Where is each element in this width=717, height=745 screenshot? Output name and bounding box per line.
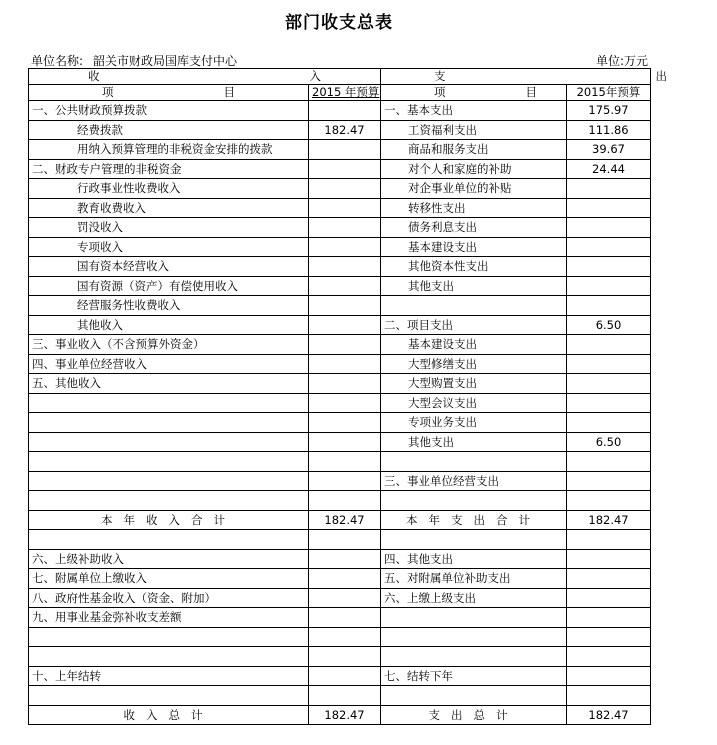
income-item-cell — [29, 393, 309, 413]
income-budget-cell — [309, 471, 381, 491]
income-budget-cell — [309, 101, 381, 121]
expense-item-cell — [381, 647, 567, 667]
income-item-cell: 专项收入 — [29, 237, 309, 257]
income-item-cell: 经费拨款 — [29, 120, 309, 140]
expense-budget-cell — [567, 413, 651, 433]
expense-item-cell — [381, 491, 567, 511]
income-item-cell — [29, 530, 309, 550]
income-budget-cell — [309, 452, 381, 472]
unit-name-value: 韶关市财政局国库支付中心 — [93, 54, 238, 68]
income-budget-cell — [309, 198, 381, 218]
income-budget-cell: 182.47 — [309, 705, 381, 725]
income-item-cell: 国有资本经营收入 — [29, 257, 309, 277]
income-item-cell: 五、其他收入 — [29, 374, 309, 394]
unit-name-label: 单位名称: — [31, 54, 84, 68]
table-row — [29, 549, 651, 569]
expense-budget-cell — [567, 198, 651, 218]
income-item-cell: 经营服务性收费收入 — [29, 296, 309, 316]
item-header-right-b: 目 — [525, 85, 537, 99]
table-row — [29, 354, 651, 374]
income-item-cell: 教育收费收入 — [29, 198, 309, 218]
table-row — [29, 393, 651, 413]
expense-budget-cell — [567, 257, 651, 277]
income-item-cell: 一、公共财政预算拨款 — [29, 101, 309, 121]
expense-budget-cell — [567, 374, 651, 394]
income-item-cell: 行政事业性收费收入 — [29, 179, 309, 199]
income-budget-cell — [309, 413, 381, 433]
expense-budget-cell — [567, 647, 651, 667]
income-budget-cell — [309, 432, 381, 452]
table-row — [29, 452, 651, 472]
expense-item-cell: 其他支出 — [381, 276, 567, 296]
table-row — [29, 218, 651, 238]
expense-item-cell: 对企事业单位的补贴 — [381, 179, 567, 199]
expense-item-cell: 对个人和家庭的补助 — [381, 159, 567, 179]
income-budget-cell: 182.47 — [309, 120, 381, 140]
table-row — [29, 666, 651, 686]
income-item-cell — [29, 413, 309, 433]
income-item-cell: 六、上级补助收入 — [29, 549, 309, 569]
table-row — [29, 471, 651, 491]
expense-budget-cell — [567, 335, 651, 355]
expense-budget-cell — [567, 179, 651, 199]
expense-budget-cell — [567, 569, 651, 589]
income-budget-cell — [309, 179, 381, 199]
expense-budget-cell — [567, 549, 651, 569]
income-item-cell: 八、政府性基金收入（资金、附加） — [29, 588, 309, 608]
item-header-left-b: 目 — [223, 85, 235, 99]
income-budget-cell — [309, 588, 381, 608]
expense-item-cell: 一、基本支出 — [381, 101, 567, 121]
income-item-cell — [29, 647, 309, 667]
income-item-cell: 七、附属单位上缴收入 — [29, 569, 309, 589]
income-budget-cell — [309, 374, 381, 394]
table-row — [29, 315, 651, 335]
expense-budget-cell — [567, 588, 651, 608]
expense-item-cell: 大型购置支出 — [381, 374, 567, 394]
income-item-cell — [29, 432, 309, 452]
expense-item-cell — [381, 530, 567, 550]
unit-label: 单位:万元 — [595, 54, 648, 68]
expense-budget-cell: 182.47 — [567, 705, 651, 725]
income-budget-cell — [309, 686, 381, 706]
expense-item-cell: 基本建设支出 — [381, 237, 567, 257]
expense-item-cell: 商品和服务支出 — [381, 140, 567, 160]
expense-budget-cell: 6.50 — [567, 315, 651, 335]
table-row — [29, 296, 651, 316]
expense-budget-cell: 24.44 — [567, 159, 651, 179]
table-row — [29, 530, 651, 550]
expense-item-cell — [381, 686, 567, 706]
expense-budget-cell — [567, 530, 651, 550]
income-budget-cell — [309, 140, 381, 160]
income-budget-cell — [309, 296, 381, 316]
income-header — [29, 69, 381, 85]
table-row — [29, 569, 651, 589]
table-row — [29, 120, 651, 140]
expense-budget-cell — [567, 237, 651, 257]
income-budget-cell — [309, 491, 381, 511]
table-row — [29, 491, 651, 511]
expense-item-cell: 大型修缮支出 — [381, 354, 567, 374]
table-row — [29, 705, 651, 725]
income-budget-cell — [309, 627, 381, 647]
income-item-cell: 本年收入合计 — [29, 510, 309, 530]
item-header-right-a: 项 — [434, 85, 446, 99]
table-row — [29, 374, 651, 394]
income-budget-cell — [309, 666, 381, 686]
income-header-right: 入 — [309, 69, 321, 83]
expense-budget-cell: 6.50 — [567, 432, 651, 452]
income-budget-cell — [309, 549, 381, 569]
income-budget-cell — [309, 218, 381, 238]
table-row — [29, 647, 651, 667]
expense-budget-cell: 39.67 — [567, 140, 651, 160]
table-row — [29, 276, 651, 296]
income-budget-cell — [309, 315, 381, 335]
summary-table — [28, 68, 667, 725]
expense-item-cell: 二、项目支出 — [381, 315, 567, 335]
expense-budget-cell — [567, 218, 651, 238]
expense-budget-cell — [567, 393, 651, 413]
table-row — [29, 101, 651, 121]
income-budget-cell: 182.47 — [309, 510, 381, 530]
expense-budget-cell — [567, 686, 651, 706]
income-item-cell: 其他收入 — [29, 315, 309, 335]
income-budget-cell — [309, 393, 381, 413]
page-title: 部门收支总表 — [285, 13, 393, 33]
income-budget-cell — [309, 569, 381, 589]
expense-item-cell: 其他资本性支出 — [381, 257, 567, 277]
income-item-cell: 国有资源（资产）有偿使用收入 — [29, 276, 309, 296]
expense-budget-cell — [567, 491, 651, 511]
income-item-cell — [29, 452, 309, 472]
expense-item-cell: 基本建设支出 — [381, 335, 567, 355]
table-row — [29, 140, 651, 160]
table-row — [29, 159, 651, 179]
table-row — [29, 432, 651, 452]
table-row — [29, 237, 651, 257]
income-item-cell: 十、上年结转 — [29, 666, 309, 686]
income-item-cell: 收入总计 — [29, 705, 309, 725]
expense-budget-cell — [567, 452, 651, 472]
expense-item-cell: 四、其他支出 — [381, 549, 567, 569]
table-row — [29, 608, 651, 628]
expense-item-cell — [381, 608, 567, 628]
income-item-cell — [29, 627, 309, 647]
income-item-cell: 三、事业收入（不含预算外资金） — [29, 335, 309, 355]
item-header-right — [381, 85, 567, 101]
income-item-cell: 九、用事业基金弥补收支差额 — [29, 608, 309, 628]
table-row — [29, 510, 651, 530]
expense-item-cell: 三、事业单位经营支出 — [381, 471, 567, 491]
income-item-cell: 二、财政专户管理的非税资金 — [29, 159, 309, 179]
income-budget-cell — [309, 530, 381, 550]
table-row — [29, 179, 651, 199]
header-row-section — [29, 69, 651, 85]
expense-budget-cell — [567, 354, 651, 374]
expense-item-cell: 本年支出合计 — [381, 510, 567, 530]
income-budget-cell — [309, 257, 381, 277]
income-item-cell — [29, 471, 309, 491]
expense-budget-cell — [567, 608, 651, 628]
expense-budget-cell: 182.47 — [567, 510, 651, 530]
expense-item-cell: 专项业务支出 — [381, 413, 567, 433]
table-row — [29, 686, 651, 706]
expense-item-cell: 七、结转下年 — [381, 666, 567, 686]
table-row — [29, 413, 651, 433]
expense-item-cell: 工资福利支出 — [381, 120, 567, 140]
expense-budget-cell — [567, 471, 651, 491]
budget-header-left: 2015 年预算 — [309, 85, 381, 101]
income-header-left: 收 — [88, 69, 100, 83]
table-row — [29, 627, 651, 647]
table-row — [29, 257, 651, 277]
income-budget-cell — [309, 335, 381, 355]
expense-budget-cell — [567, 276, 651, 296]
income-budget-cell — [309, 159, 381, 179]
expense-budget-cell — [567, 666, 651, 686]
table-row — [29, 335, 651, 355]
expense-item-cell: 六、上缴上级支出 — [381, 588, 567, 608]
income-budget-cell — [309, 647, 381, 667]
expense-budget-cell — [567, 627, 651, 647]
expense-budget-cell: 175.97 — [567, 101, 651, 121]
expense-header-left: 支 — [434, 69, 446, 83]
expense-item-cell: 支出总计 — [381, 705, 567, 725]
expense-budget-cell — [567, 296, 651, 316]
expense-header-right: 出 — [655, 69, 667, 83]
income-item-cell: 四、事业单位经营收入 — [29, 354, 309, 374]
income-item-cell — [29, 686, 309, 706]
income-item-cell: 用纳入预算管理的非税资金安排的拨款 — [29, 140, 309, 160]
income-budget-cell — [309, 276, 381, 296]
expense-budget-cell: 111.86 — [567, 120, 651, 140]
table-row — [29, 198, 651, 218]
expense-item-cell — [381, 627, 567, 647]
expense-item-cell: 转移性支出 — [381, 198, 567, 218]
expense-item-cell: 其他支出 — [381, 432, 567, 452]
expense-item-cell: 五、对附属单位补助支出 — [381, 569, 567, 589]
table-row — [29, 588, 651, 608]
income-budget-cell — [309, 237, 381, 257]
income-budget-cell — [309, 354, 381, 374]
item-header-left — [29, 85, 309, 101]
expense-header — [381, 69, 667, 85]
header-row-columns — [29, 85, 651, 101]
expense-item-cell — [381, 452, 567, 472]
item-header-left-a: 项 — [102, 85, 114, 99]
budget-header-right: 2015年预算 — [567, 85, 651, 101]
income-budget-cell — [309, 608, 381, 628]
income-item-cell: 罚没收入 — [29, 218, 309, 238]
income-item-cell — [29, 491, 309, 511]
expense-item-cell: 大型会议支出 — [381, 393, 567, 413]
expense-item-cell: 债务利息支出 — [381, 218, 567, 238]
unit-name-line — [31, 52, 237, 69]
expense-item-cell — [381, 296, 567, 316]
